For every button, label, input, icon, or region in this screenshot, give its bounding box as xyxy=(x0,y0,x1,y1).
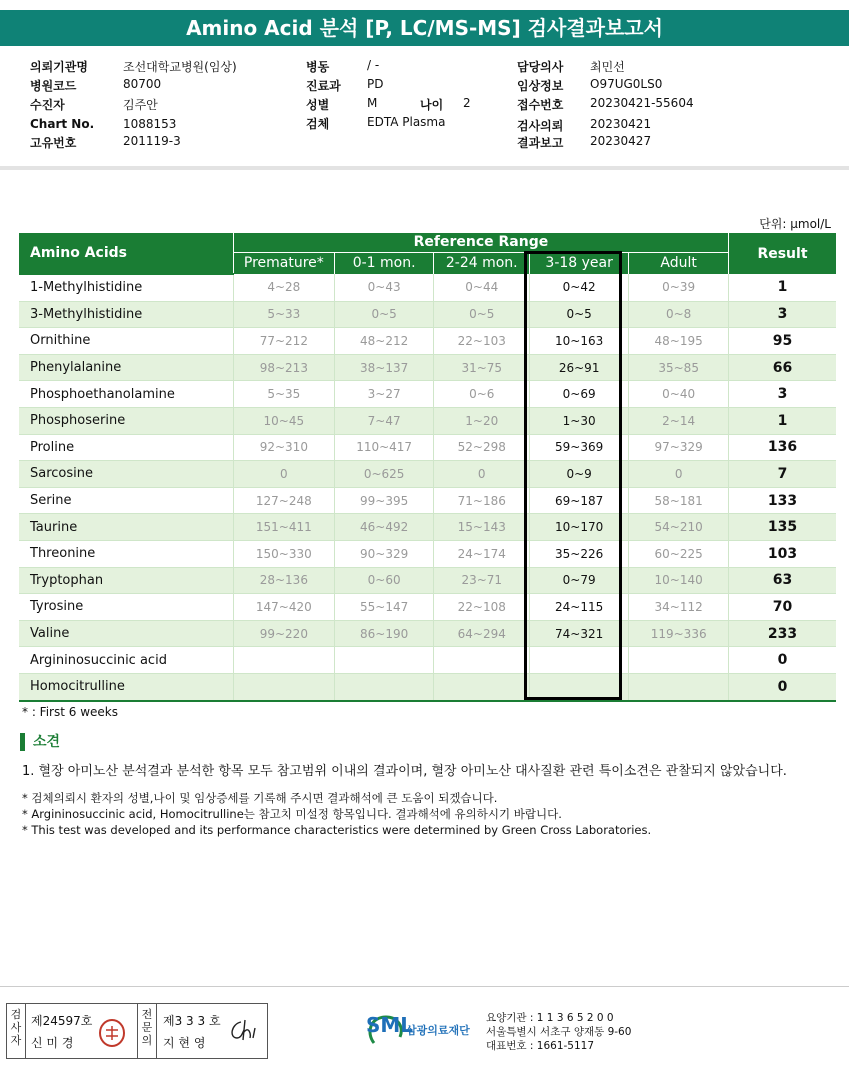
reference-range-cell: 0~44 xyxy=(434,274,530,301)
info-value: M xyxy=(367,96,378,110)
result-cell: 135 xyxy=(729,514,837,541)
result-cell: 63 xyxy=(729,567,837,594)
reference-range-cell: 15~143 xyxy=(434,514,530,541)
amino-acid-table xyxy=(19,233,836,702)
amino-acid-name: Ornithine xyxy=(19,328,233,355)
reference-range-cell: 59~369 xyxy=(530,434,629,461)
info-value: O97UG0LS0 xyxy=(590,77,663,91)
reference-range-cell: 26~91 xyxy=(530,354,629,381)
reference-range-cell: 23~71 xyxy=(434,567,530,594)
reference-range-cell: 0~5 xyxy=(334,301,434,328)
table-row xyxy=(19,540,836,567)
reference-range-cell: 48~195 xyxy=(629,328,729,355)
reference-range-cell: 52~298 xyxy=(434,434,530,461)
specialist-label: 전문의 xyxy=(141,1008,153,1047)
org-contact xyxy=(486,1011,631,1053)
notes xyxy=(22,790,651,838)
reference-range-cell: 0 xyxy=(434,461,530,488)
result-cell: 95 xyxy=(729,328,837,355)
amino-acid-name: Tyrosine xyxy=(19,594,233,621)
col-header-reference-range: Reference Range xyxy=(233,233,728,252)
specialist-name: 지 현 영 xyxy=(163,1036,206,1050)
info-label: 고유번호 xyxy=(30,136,77,150)
specialist-license: 제3 3 3 호 xyxy=(163,1014,221,1028)
org-logo: SML xyxy=(366,1013,414,1037)
col-header-ref: Premature* xyxy=(233,252,334,274)
reference-range-cell: 46~492 xyxy=(334,514,434,541)
info-label: Chart No. xyxy=(30,117,95,131)
info-value: 최민선 xyxy=(590,60,625,74)
reference-range-cell: 4~28 xyxy=(233,274,334,301)
reference-range-cell: 0~8 xyxy=(629,301,729,328)
reference-range-cell: 60~225 xyxy=(629,540,729,567)
examiner-label: 검사자 xyxy=(10,1008,22,1047)
reference-range-cell: 0~60 xyxy=(334,567,434,594)
reference-range-cell: 0~79 xyxy=(530,567,629,594)
info-value: 1088153 xyxy=(123,117,177,131)
amino-acid-name: Threonine xyxy=(19,540,233,567)
table-row xyxy=(19,301,836,328)
reference-range-cell: 35~85 xyxy=(629,354,729,381)
signature-box xyxy=(6,1003,268,1059)
col-header-ref: 3-18 year xyxy=(530,252,629,274)
result-cell: 70 xyxy=(729,594,837,621)
info-value: 20230421 xyxy=(590,117,652,131)
table-row xyxy=(19,673,836,700)
table-row xyxy=(19,381,836,408)
reference-range-cell: 24~174 xyxy=(434,540,530,567)
reference-range-cell: 77~212 xyxy=(233,328,334,355)
note: * Argininosuccinic acid, Homocitrulline는 참고치 미설정 항목입니다. 결과해석에 유의하시기 바랍니다. xyxy=(22,807,562,821)
reference-range-cell: 1~20 xyxy=(434,407,530,434)
amino-acid-name: Proline xyxy=(19,434,233,461)
examiner-license: 제24597호 xyxy=(31,1014,93,1028)
result-cell: 136 xyxy=(729,434,837,461)
info-label: 임상정보 xyxy=(517,79,564,93)
reference-range-cell: 127~248 xyxy=(233,487,334,514)
reference-range-cell xyxy=(434,647,530,674)
amino-acid-name: Phenylalanine xyxy=(19,354,233,381)
reference-range-cell: 24~115 xyxy=(530,594,629,621)
amino-acid-name: 3-Methylhistidine xyxy=(19,301,233,328)
footnote: * : First 6 weeks xyxy=(22,705,118,719)
reference-range-cell: 3~27 xyxy=(334,381,434,408)
reference-range-cell: 86~190 xyxy=(334,620,434,647)
info-label: 검사의뢰 xyxy=(517,119,564,133)
amino-acid-name: Homocitrulline xyxy=(19,673,233,700)
info-value: 201119-3 xyxy=(123,134,181,148)
reference-range-cell: 34~112 xyxy=(629,594,729,621)
reference-range-cell: 0~6 xyxy=(434,381,530,408)
info-label: 결과보고 xyxy=(517,136,564,150)
note: * This test was developed and its performance characteristics were determined by Green Cross Laboratories. xyxy=(22,823,652,837)
org-line: 대표번호 : 1661-5117 xyxy=(486,1040,595,1052)
col-header-ref: 0-1 mon. xyxy=(334,252,434,274)
signature-icon xyxy=(225,1016,263,1046)
reference-range-cell: 92~310 xyxy=(233,434,334,461)
finding-text: 1. 혈장 아미노산 분석결과 분석한 항목 모두 참고범위 이내의 결과이며, 혈장 아미노산 대사질환 관련 특이소견은 관찰되지 않았습니다. xyxy=(22,764,787,779)
reference-range-cell: 150~330 xyxy=(233,540,334,567)
report-title: Amino Acid 분석 [P, LC/MS-MS] 검사결과보고서 xyxy=(0,10,849,46)
table-row xyxy=(19,487,836,514)
reference-range-cell: 119~336 xyxy=(629,620,729,647)
table-row xyxy=(19,354,836,381)
reference-range-cell: 7~47 xyxy=(334,407,434,434)
note: * 검체의뢰시 환자의 성별,나이 및 임상증세를 기록해 주시면 결과해석에 큰 도움이 되겠습니다. xyxy=(22,791,498,805)
reference-range-cell: 10~170 xyxy=(530,514,629,541)
reference-range-cell: 35~226 xyxy=(530,540,629,567)
amino-acid-name: Phosphoserine xyxy=(19,407,233,434)
reference-range-cell: 0 xyxy=(233,461,334,488)
info-label: 성별 xyxy=(306,98,330,112)
reference-range-cell: 98~213 xyxy=(233,354,334,381)
reference-range-cell xyxy=(629,673,729,700)
section-title: 소견 xyxy=(20,733,60,751)
reference-range-cell: 0~9 xyxy=(530,461,629,488)
reference-range-cell: 10~140 xyxy=(629,567,729,594)
reference-range-cell: 69~187 xyxy=(530,487,629,514)
reference-range-cell xyxy=(233,673,334,700)
info-value: 20230421-55604 xyxy=(590,96,694,110)
reference-range-cell: 55~147 xyxy=(334,594,434,621)
result-cell: 103 xyxy=(729,540,837,567)
col-header-result: Result xyxy=(729,233,837,274)
reference-range-cell xyxy=(434,673,530,700)
amino-acid-name: Valine xyxy=(19,620,233,647)
reference-range-cell: 0~5 xyxy=(530,301,629,328)
info-label: 의뢰기관명 xyxy=(30,60,88,74)
table-row xyxy=(19,567,836,594)
seal-icon xyxy=(97,1018,127,1048)
reference-range-cell: 10~163 xyxy=(530,328,629,355)
reference-range-cell: 22~108 xyxy=(434,594,530,621)
result-cell: 66 xyxy=(729,354,837,381)
info-value: EDTA Plasma xyxy=(367,115,446,129)
footer-divider xyxy=(0,986,849,987)
table-row xyxy=(19,594,836,621)
age-label: 나이 xyxy=(420,98,444,112)
reference-range-cell: 99~220 xyxy=(233,620,334,647)
reference-range-cell: 0 xyxy=(629,461,729,488)
amino-acid-name: Serine xyxy=(19,487,233,514)
info-label: 담당의사 xyxy=(517,60,564,74)
info-value: / - xyxy=(367,58,380,72)
result-cell: 3 xyxy=(729,301,837,328)
col-header-ref: 2-24 mon. xyxy=(434,252,530,274)
reference-range-cell: 31~75 xyxy=(434,354,530,381)
highlight-3-18-year xyxy=(524,251,622,700)
col-header-ref: Adult xyxy=(629,252,729,274)
amino-acid-name: Argininosuccinic acid xyxy=(19,647,233,674)
table-row xyxy=(19,620,836,647)
table-row xyxy=(19,647,836,674)
reference-range-cell: 22~103 xyxy=(434,328,530,355)
reference-range-cell: 0~625 xyxy=(334,461,434,488)
reference-range-cell: 97~329 xyxy=(629,434,729,461)
reference-range-cell: 54~210 xyxy=(629,514,729,541)
reference-range-cell: 0~5 xyxy=(434,301,530,328)
amino-acid-name: Sarcosine xyxy=(19,461,233,488)
reference-range-cell: 0~43 xyxy=(334,274,434,301)
reference-range-cell xyxy=(334,673,434,700)
org-line: 요양기관 : 1 1 3 6 5 2 0 0 xyxy=(486,1012,614,1024)
result-cell: 0 xyxy=(729,673,837,700)
result-cell: 1 xyxy=(729,274,837,301)
reference-range-cell: 28~136 xyxy=(233,567,334,594)
divider xyxy=(0,166,849,170)
reference-range-cell: 58~181 xyxy=(629,487,729,514)
amino-acid-name: Phosphoethanolamine xyxy=(19,381,233,408)
reference-range-cell: 71~186 xyxy=(434,487,530,514)
reference-range-cell: 90~329 xyxy=(334,540,434,567)
table-row xyxy=(19,434,836,461)
result-cell: 133 xyxy=(729,487,837,514)
reference-range-cell: 2~14 xyxy=(629,407,729,434)
reference-range-cell xyxy=(629,647,729,674)
reference-range-cell: 64~294 xyxy=(434,620,530,647)
info-value: 20230427 xyxy=(590,134,652,148)
reference-range-cell: 0~69 xyxy=(530,381,629,408)
result-cell: 7 xyxy=(729,461,837,488)
org-line: 서울특별시 서초구 양재동 9-60 xyxy=(486,1026,632,1038)
reference-range-cell xyxy=(233,647,334,674)
info-label: 병원코드 xyxy=(30,79,77,93)
unit-label: 단위: μmol/L xyxy=(759,217,831,231)
reference-range-cell xyxy=(334,647,434,674)
result-cell: 0 xyxy=(729,647,837,674)
reference-range-cell: 1~30 xyxy=(530,407,629,434)
reference-range-cell: 110~417 xyxy=(334,434,434,461)
reference-range-cell: 74~321 xyxy=(530,620,629,647)
info-label: 병동 xyxy=(306,60,330,74)
col-header-amino: Amino Acids xyxy=(19,233,233,274)
amino-acid-name: 1-Methylhistidine xyxy=(19,274,233,301)
info-label: 수진자 xyxy=(30,98,65,112)
amino-acid-name: Taurine xyxy=(19,514,233,541)
org-name: 삼광의료재단 xyxy=(406,1024,470,1037)
table-row xyxy=(19,328,836,355)
reference-range-cell: 48~212 xyxy=(334,328,434,355)
table-row xyxy=(19,407,836,434)
result-cell: 233 xyxy=(729,620,837,647)
examiner-name: 신 미 경 xyxy=(31,1036,74,1050)
info-value: 김주안 xyxy=(123,98,158,112)
reference-range-cell: 0~40 xyxy=(629,381,729,408)
info-value: PD xyxy=(367,77,384,91)
reference-range-cell: 5~33 xyxy=(233,301,334,328)
reference-range-cell: 5~35 xyxy=(233,381,334,408)
reference-range-cell: 0~42 xyxy=(530,274,629,301)
reference-range-cell: 147~420 xyxy=(233,594,334,621)
info-label: 검체 xyxy=(306,117,330,131)
table-row xyxy=(19,514,836,541)
result-cell: 1 xyxy=(729,407,837,434)
age-value: 2 xyxy=(463,96,471,110)
reference-range-cell: 99~395 xyxy=(334,487,434,514)
result-cell: 3 xyxy=(729,381,837,408)
table-row xyxy=(19,274,836,301)
info-value: 80700 xyxy=(123,77,162,91)
info-value: 조선대학교병원(임상) xyxy=(123,60,237,74)
info-label: 진료과 xyxy=(306,79,341,93)
reference-range-cell: 0~39 xyxy=(629,274,729,301)
info-label: 접수번호 xyxy=(517,98,564,112)
amino-acid-name: Tryptophan xyxy=(19,567,233,594)
reference-range-cell: 38~137 xyxy=(334,354,434,381)
reference-range-cell: 151~411 xyxy=(233,514,334,541)
reference-range-cell: 10~45 xyxy=(233,407,334,434)
table-row xyxy=(19,461,836,488)
